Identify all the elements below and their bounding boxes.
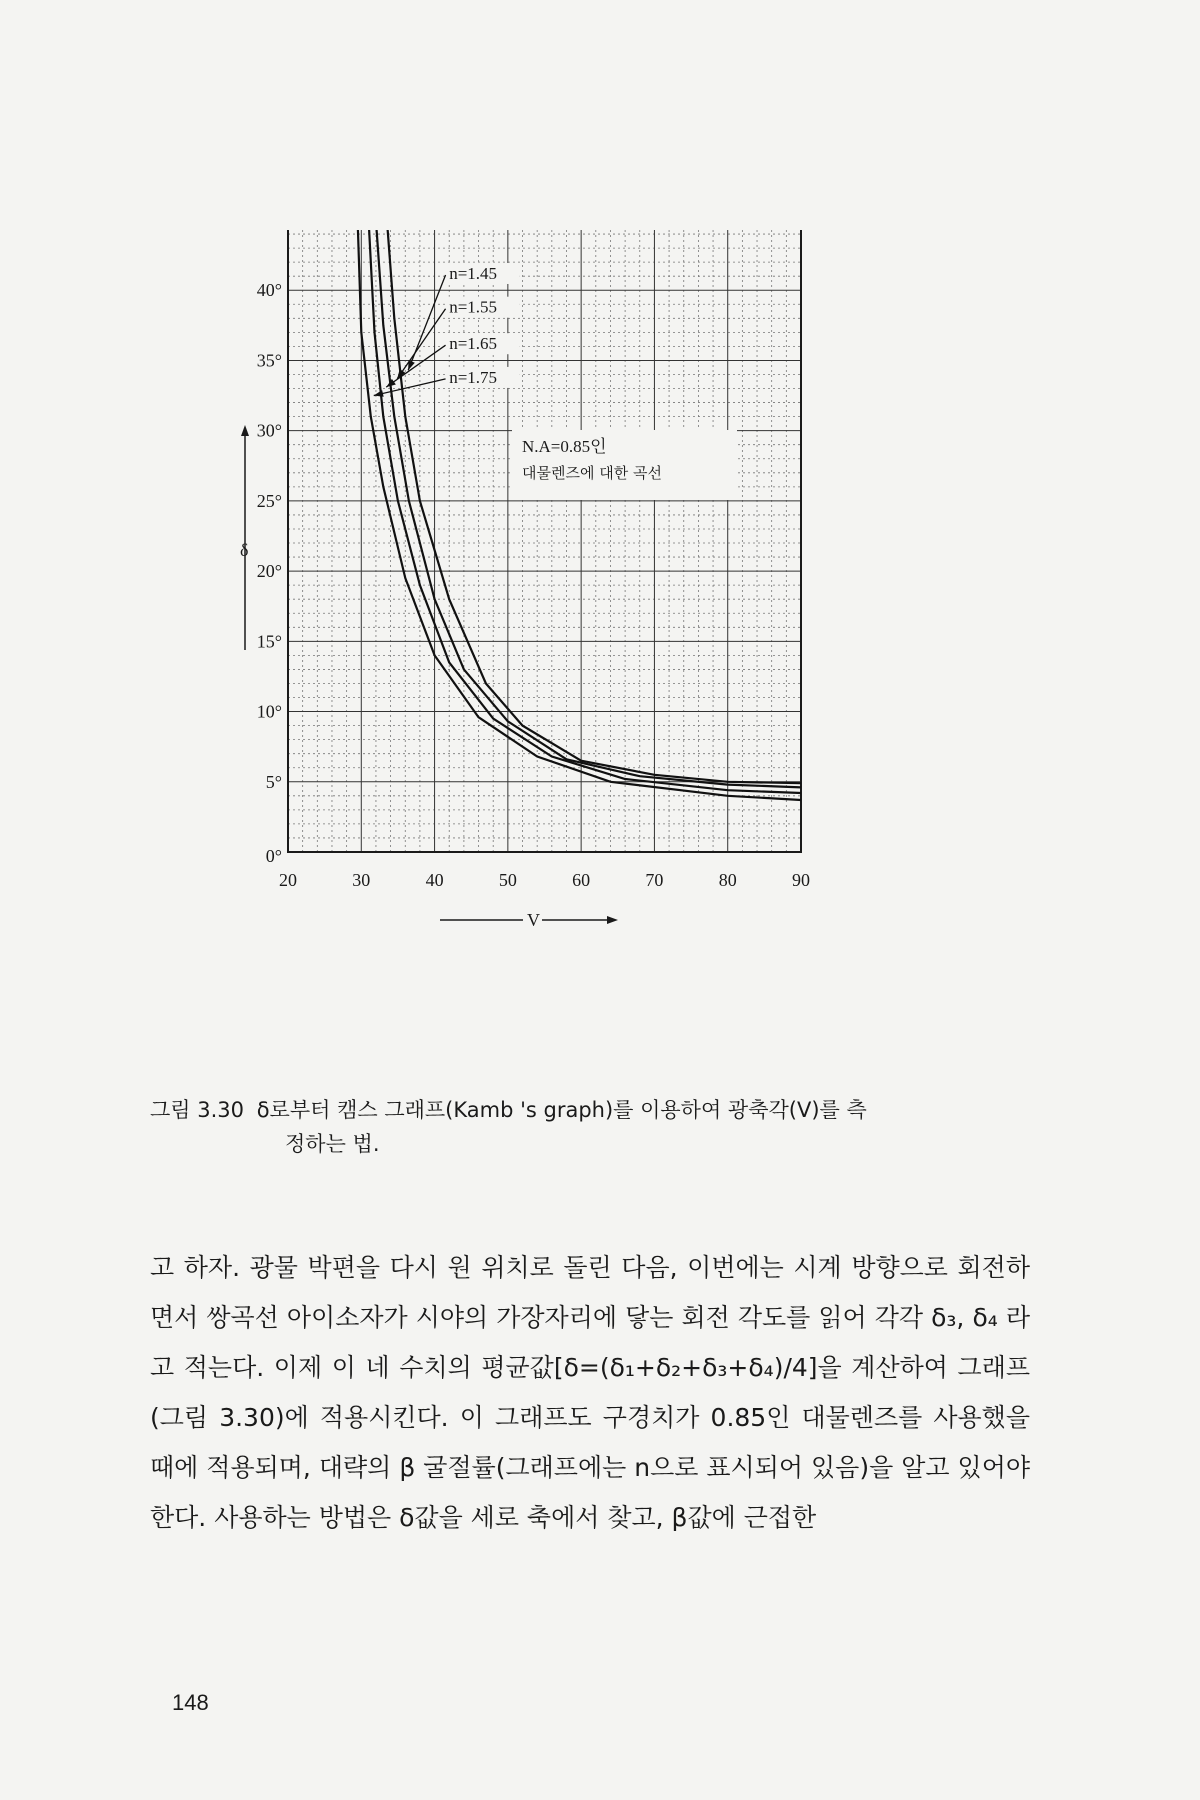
kamb-graph bbox=[240, 230, 960, 1060]
na-annotation bbox=[512, 430, 737, 500]
page-number: 148 bbox=[172, 1690, 209, 1715]
x-tick-label: 60 bbox=[572, 870, 591, 890]
curve-155 bbox=[376, 230, 801, 787]
label-leader bbox=[408, 275, 445, 370]
x-tick-label: 20 bbox=[279, 870, 297, 890]
y-tick-label: 30° bbox=[256, 420, 282, 441]
y-tick-label: 0° bbox=[265, 846, 282, 866]
figure-caption bbox=[150, 1093, 1030, 1161]
x-tick-label: 90 bbox=[792, 870, 810, 890]
x-tick-label: 70 bbox=[645, 870, 664, 890]
na-annotation-text: N.A=0.85인 bbox=[522, 437, 607, 456]
y-tick-label: 20° bbox=[256, 561, 282, 582]
x-tick-labels bbox=[279, 870, 810, 890]
y-tick-label: 10° bbox=[256, 701, 282, 722]
x-arrow-head bbox=[607, 916, 618, 924]
y-axis-label: δ bbox=[240, 540, 249, 560]
y-arrow-head bbox=[241, 425, 249, 436]
x-tick-label: 50 bbox=[498, 870, 517, 890]
caption-line-1: δ로부터 캠스 그래프(Kamb 's graph)를 이용하여 광축각(V)를 측 bbox=[256, 1098, 867, 1122]
caption-line-2: 정하는 법. bbox=[285, 1132, 380, 1156]
body-paragraph: 고 하자. 광물 박편을 다시 원 위치로 돌린 다음, 이번에는 시계 방향으로 회전하면서 쌍곡선 아이소자가 시야의 가장자리에 닿는 회전 각도를 읽어 각각 δ₃, δ₄ 라고 적는다. 이제 이 네 수치의 평균값[δ=(δ₁+δ₂+δ₃+δ₄)/4]을 계산하여 그래프(그림 3.30)에 적용시킨다. 이 그래프도 구경치가 0.85인 대물렌즈를 사용했을 때에 적용되며, 대략의 β 굴절률(그래프에는 n으로 표시되어 있음)을 알고 있어야 한다. 사용하는 방법은 δ값을 세로 축에서 찾고, β값에 근접한 bbox=[150, 1253, 1030, 1532]
y-tick-label: 40° bbox=[256, 280, 282, 301]
body-text bbox=[150, 1243, 1030, 1543]
figure-number: 그림 3.30 bbox=[150, 1098, 245, 1122]
series-label: n=1.45 bbox=[449, 263, 498, 283]
y-tick-label: 5° bbox=[265, 771, 282, 792]
series-label: n=1.65 bbox=[449, 334, 498, 354]
label-leader bbox=[397, 309, 445, 379]
y-tick-label: 35° bbox=[256, 350, 282, 371]
x-tick-label: 30 bbox=[352, 870, 371, 890]
curve-165 bbox=[369, 230, 801, 793]
x-tick-label: 40 bbox=[425, 870, 444, 890]
y-tick-labels bbox=[257, 280, 282, 866]
y-tick-label: 15° bbox=[256, 631, 282, 652]
series-label: n=1.75 bbox=[449, 367, 498, 387]
na-annotation-korean: 대물렌즈에 대한 곡선 bbox=[522, 464, 662, 482]
series-label: n=1.55 bbox=[449, 297, 498, 317]
x-tick-label: 80 bbox=[718, 870, 737, 890]
y-tick-label: 25° bbox=[256, 490, 282, 511]
x-axis-label: V bbox=[527, 910, 540, 930]
